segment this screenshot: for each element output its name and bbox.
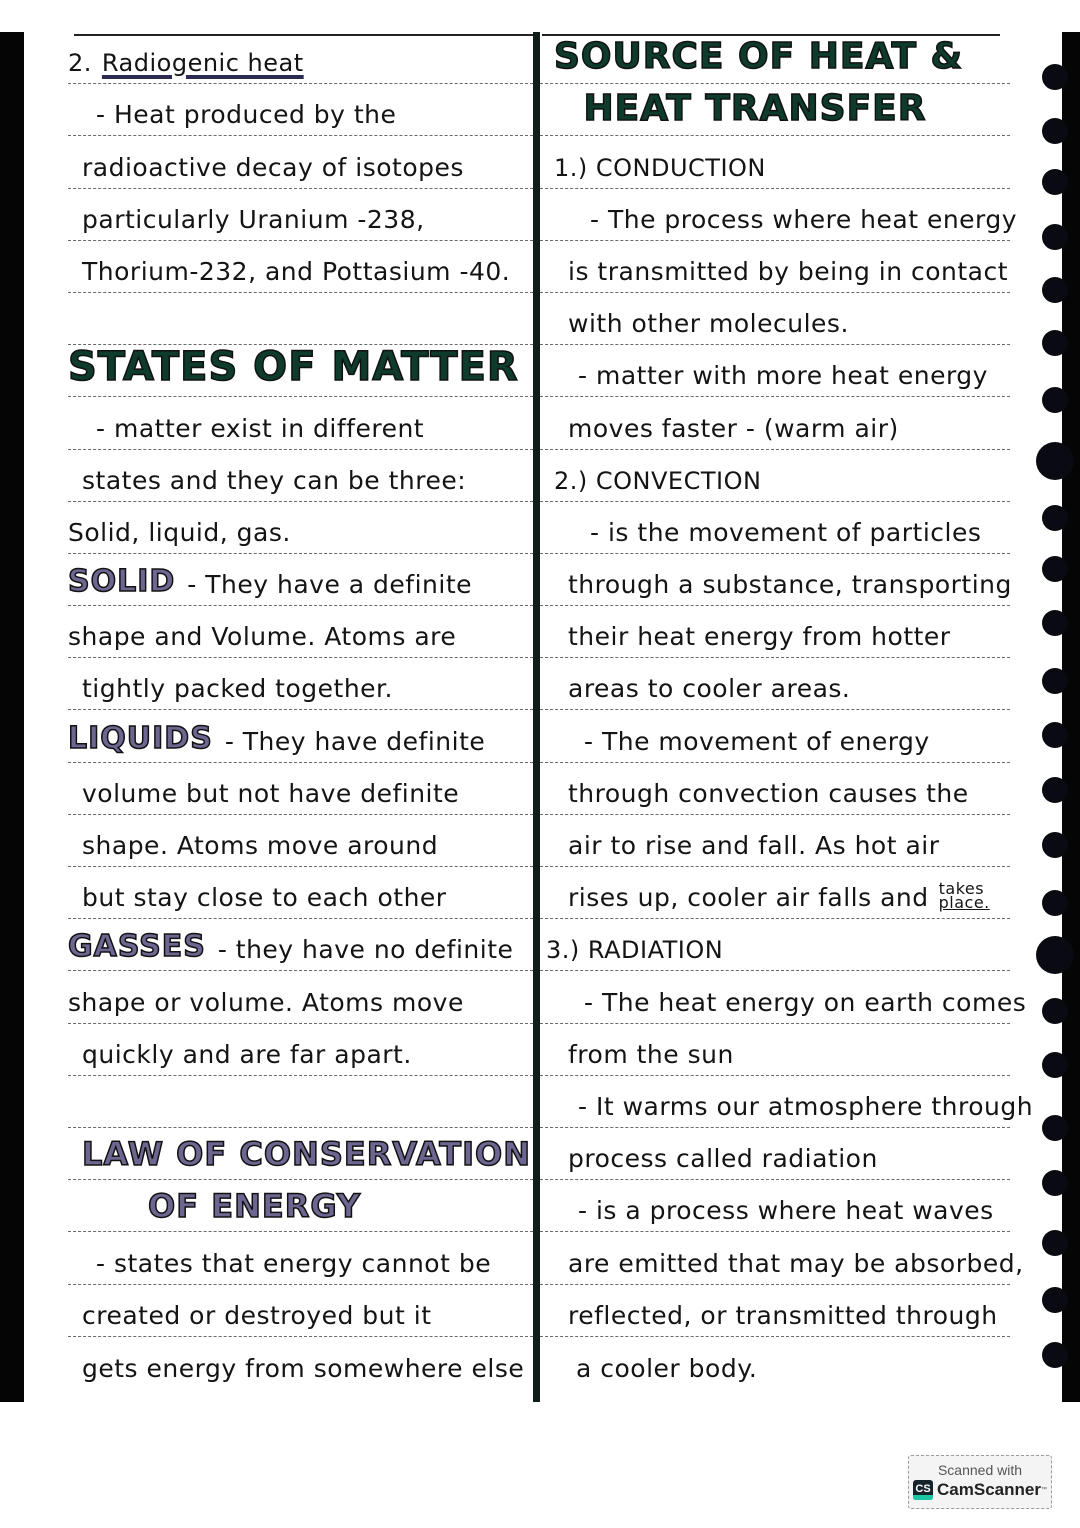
text-line: quickly and are far apart. xyxy=(68,1024,533,1076)
text-line: - is the movement of particles xyxy=(540,502,1010,554)
insert-top: takes xyxy=(938,879,985,899)
hole-icon xyxy=(1042,890,1068,916)
text-line: reflected, or transmitted through xyxy=(540,1285,1010,1337)
watermark-caption: Scanned with xyxy=(937,1462,1023,1478)
text-line: radioactive decay of isotopes xyxy=(68,136,533,188)
conservation-heading-1: LAW OF CONSERVATION xyxy=(82,1135,531,1174)
text-line: shape. Atoms move around xyxy=(68,815,533,867)
logo-text: CS xyxy=(915,1482,931,1495)
text-line: their heat energy from hotter xyxy=(540,606,1010,658)
solid-label: SOLID xyxy=(68,564,176,600)
text-line: process called radiation xyxy=(540,1128,1010,1180)
text-line: tightly packed together. xyxy=(68,658,533,710)
watermark-brand: CamScanner xyxy=(937,1480,1041,1499)
hole-icon xyxy=(1042,1230,1068,1256)
text-line: air to rise and fall. As hot air xyxy=(540,815,1010,867)
hole-icon xyxy=(1042,556,1068,582)
hole-icon xyxy=(1042,722,1068,748)
heat-transfer-heading: HEAT TRANSFER xyxy=(583,88,927,130)
insert-bottom: place. xyxy=(938,893,990,913)
text-line: through a substance, transporting xyxy=(540,554,1010,606)
hole-icon xyxy=(1042,118,1068,144)
hole-icon xyxy=(1042,64,1068,90)
text-line: volume but not have definite xyxy=(68,763,533,815)
blank-line xyxy=(68,1076,533,1128)
hole-icon xyxy=(1042,277,1068,303)
hole-icon xyxy=(1036,936,1074,974)
heat-heading-line-1 xyxy=(540,32,1010,84)
conservation-heading-2: OF ENERGY xyxy=(148,1187,362,1226)
convection-last-line xyxy=(540,867,1010,919)
hole-icon xyxy=(1042,224,1068,250)
text-line: with other molecules. xyxy=(540,293,1010,345)
radiogenic-number: 2. xyxy=(68,49,92,78)
blank-line xyxy=(68,293,533,345)
conservation-heading-line-2 xyxy=(68,1180,533,1232)
hole-icon xyxy=(1042,610,1068,636)
hole-icon xyxy=(1042,832,1068,858)
hole-icon xyxy=(1042,1115,1068,1141)
gasses-label: GASSES xyxy=(68,929,206,965)
text-line: particularly Uranium -238, xyxy=(68,189,533,241)
text-line: created or destroyed but it xyxy=(68,1285,533,1337)
hole-icon xyxy=(1036,442,1074,480)
text-line: - states that energy cannot be xyxy=(68,1232,533,1284)
notebook-page xyxy=(24,32,1062,1402)
watermark-brand-row xyxy=(909,1480,1051,1500)
convection-label: 2.) CONVECTION xyxy=(540,450,1010,502)
hole-icon xyxy=(1042,777,1068,803)
solid-line xyxy=(68,554,533,606)
text-line: shape or volume. Atoms move xyxy=(68,971,533,1023)
text-line: - matter exist in different xyxy=(68,397,533,449)
radiation-label: 3.) RADIATION xyxy=(540,919,1010,971)
hole-icon xyxy=(1042,1170,1068,1196)
notebook-holes xyxy=(1042,32,1080,1402)
text-line: but stay close to each other xyxy=(68,867,533,919)
left-column xyxy=(68,32,533,1389)
text-line: - It warms our atmosphere through xyxy=(540,1076,1010,1128)
hole-icon xyxy=(1042,169,1068,195)
right-column xyxy=(540,32,1034,1389)
text-line: states and they can be three: xyxy=(68,450,533,502)
liquids-label: LIQUIDS xyxy=(68,720,213,756)
hole-icon xyxy=(1042,1342,1068,1368)
text-line: moves faster - (warm air) xyxy=(540,397,1010,449)
source-of-heat-heading: SOURCE OF HEAT & xyxy=(554,36,964,78)
text-line: from the sun xyxy=(540,1024,1010,1076)
gasses-text: - they have no definite xyxy=(217,935,514,965)
trademark-symbol: ™ xyxy=(1040,1487,1047,1493)
text-line: - The heat energy on earth comes xyxy=(540,971,1010,1023)
text-line: - matter with more heat energy xyxy=(540,345,1010,397)
hole-icon xyxy=(1042,387,1068,413)
conservation-heading-line-1 xyxy=(68,1128,533,1180)
liquids-line xyxy=(68,710,533,762)
text-line: - The process where heat energy xyxy=(540,189,1010,241)
radiogenic-title xyxy=(68,32,533,84)
conduction-label: 1.) CONDUCTION xyxy=(540,136,1010,188)
text-line: - The movement of energy xyxy=(540,710,1010,762)
hole-icon xyxy=(1042,330,1068,356)
camscanner-logo-icon xyxy=(913,1480,933,1500)
hole-icon xyxy=(1042,668,1068,694)
text-line: Solid, liquid, gas. xyxy=(68,502,533,554)
text-line: through convection causes the xyxy=(540,763,1010,815)
text-line: - is a process where heat waves xyxy=(540,1180,1010,1232)
hole-icon xyxy=(1042,1287,1068,1313)
hole-icon xyxy=(1042,505,1068,531)
text-line: Thorium-232, and Pottasium -40. xyxy=(68,241,533,293)
text-line: areas to cooler areas. xyxy=(540,658,1010,710)
states-of-matter-heading: STATES OF MATTER xyxy=(68,344,519,391)
solid-text: - They have a definite xyxy=(187,570,473,600)
hole-icon xyxy=(1042,998,1068,1024)
text-line: - Heat produced by the xyxy=(68,84,533,136)
states-heading-line xyxy=(68,345,533,397)
scan-border-left xyxy=(0,32,24,1402)
text-line: is transmitted by being in contact xyxy=(540,241,1010,293)
text-line: gets energy from somewhere else xyxy=(82,1353,525,1383)
text-line: shape and Volume. Atoms are xyxy=(68,606,533,658)
hole-icon xyxy=(1042,1052,1068,1078)
liquids-text: - They have definite xyxy=(224,726,486,756)
heat-heading-line-2 xyxy=(540,84,1010,136)
text-line: a cooler body. xyxy=(576,1353,758,1383)
text-line: rises up, cooler air falls and xyxy=(568,883,929,913)
takes-place-insert xyxy=(938,879,990,913)
gasses-line xyxy=(68,919,533,971)
column-divider xyxy=(533,32,540,1402)
radiogenic-title-text: Radiogenic heat xyxy=(101,49,304,78)
text-line: are emitted that may be absorbed, xyxy=(540,1232,1010,1284)
camscanner-watermark xyxy=(908,1455,1052,1509)
